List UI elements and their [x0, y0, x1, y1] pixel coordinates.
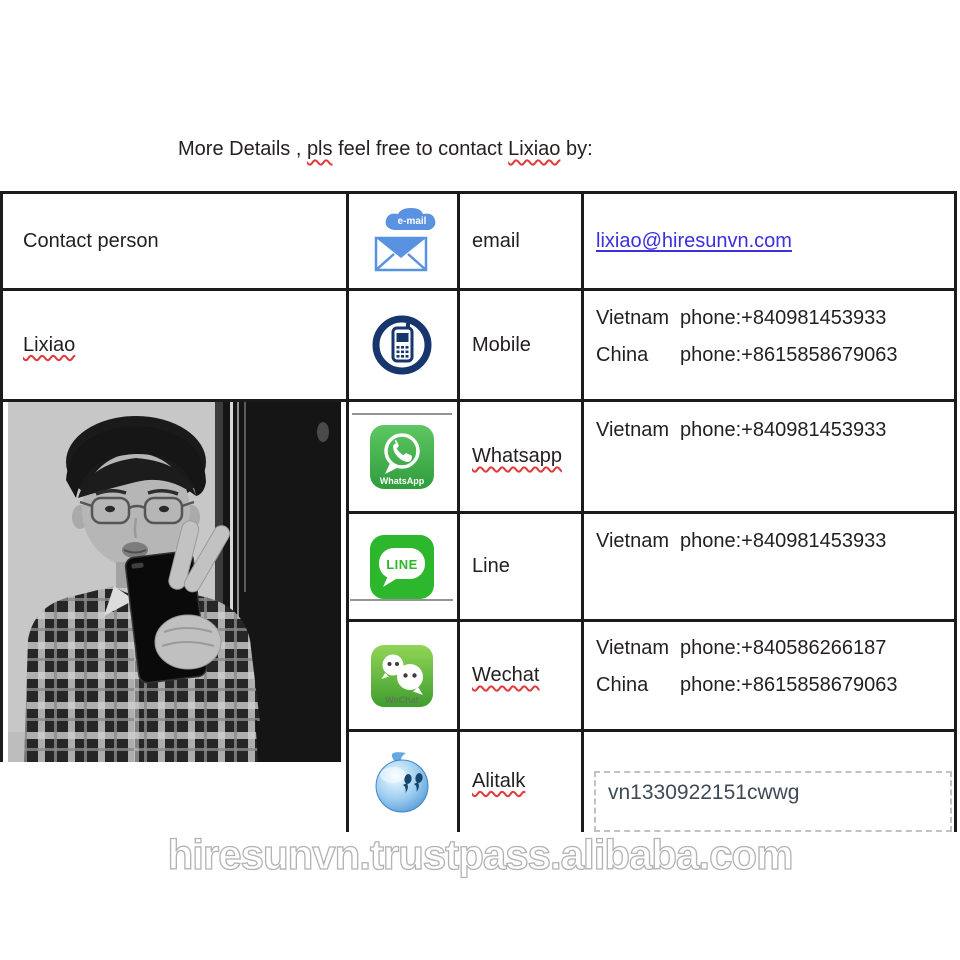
alitalk-id: vn1330922151cwwg: [608, 781, 800, 804]
alitalk-id-box: [594, 771, 952, 832]
phone-number: phone:+840586266187: [680, 637, 887, 659]
country-label: Vietnam: [596, 419, 670, 441]
alitalk-label-cell: [460, 732, 581, 830]
phone-line: [596, 300, 954, 337]
pasted-image-edge: [350, 599, 453, 601]
contact-person-label: Contact person: [23, 229, 159, 252]
contact-photo: [8, 402, 341, 762]
mobile-phone-icon: [369, 312, 435, 378]
email-icon: [360, 208, 444, 274]
email-address-link[interactable]: lixiao@hiresunvn.com: [596, 229, 792, 252]
title-text: by:: [560, 138, 593, 160]
line-label-cell: [460, 514, 581, 619]
page-title: [178, 138, 593, 161]
email-label-cell: [460, 194, 581, 288]
alitalk-label: Alitalk: [472, 769, 526, 792]
mobile-icon-cell: [349, 291, 454, 399]
whatsapp-icon-text: WhatsApp: [379, 475, 424, 486]
country-label: China: [596, 344, 649, 366]
mobile-value-cell: [584, 291, 954, 399]
phone-line: [596, 337, 954, 374]
phone-line: [596, 523, 954, 560]
phone-line: [596, 630, 954, 667]
country-label: Vietnam: [596, 637, 670, 659]
line-icon-cell: [349, 514, 454, 619]
email-cloud-text: e-mail: [397, 216, 426, 227]
phone-number: phone:+8615858679063: [680, 674, 898, 696]
contact-person-cell: [3, 194, 346, 288]
country-label: China: [596, 674, 649, 696]
whatsapp-label-cell: [460, 402, 581, 511]
line-icon-text: LINE: [385, 556, 418, 572]
phone-number: phone:+8615858679063: [680, 344, 898, 366]
wechat-icon: [369, 643, 435, 709]
phone-number: phone:+840981453933: [680, 530, 887, 552]
contact-name-cell: [3, 291, 346, 399]
alitalk-icon-cell: [349, 732, 454, 830]
phone-number: phone:+840981453933: [680, 419, 887, 441]
line-label: Line: [472, 555, 510, 577]
contact-photo-illustration: [8, 402, 341, 762]
wechat-icon-text: WeChat: [384, 694, 419, 705]
watermark: hiresunvn.trustpass.alibaba.com: [167, 831, 793, 878]
table-border: [954, 191, 957, 832]
email-value-cell: [584, 194, 954, 288]
line-value-cell: [584, 514, 954, 619]
mobile-label-cell: [460, 291, 581, 399]
mobile-label: Mobile: [472, 333, 531, 356]
email-icon-cell: [349, 194, 454, 288]
whatsapp-icon-cell: [349, 402, 454, 511]
line-icon: [368, 533, 436, 601]
wechat-value-cell: [584, 622, 954, 729]
title-word-pls: pls: [306, 138, 333, 160]
country-label: Vietnam: [596, 530, 670, 552]
wechat-label: Wechat: [472, 664, 540, 686]
whatsapp-label: Whatsapp: [472, 445, 563, 467]
title-text: More Details ,: [178, 138, 307, 160]
phone-number: phone:+840981453933: [680, 307, 887, 329]
alitalk-icon: [366, 747, 438, 815]
country-label: Vietnam: [596, 307, 670, 329]
phone-line: [596, 412, 954, 449]
wechat-label-cell: [460, 622, 581, 729]
whatsapp-icon: [368, 423, 436, 491]
title-text: feel free to contact: [332, 138, 509, 160]
phone-line: [596, 667, 954, 704]
whatsapp-value-cell: [584, 402, 954, 511]
wechat-icon-cell: [349, 622, 454, 729]
email-label: email: [472, 229, 520, 252]
title-word-lixiao: Lixiao: [508, 138, 561, 160]
contact-name: Lixiao: [23, 333, 76, 356]
